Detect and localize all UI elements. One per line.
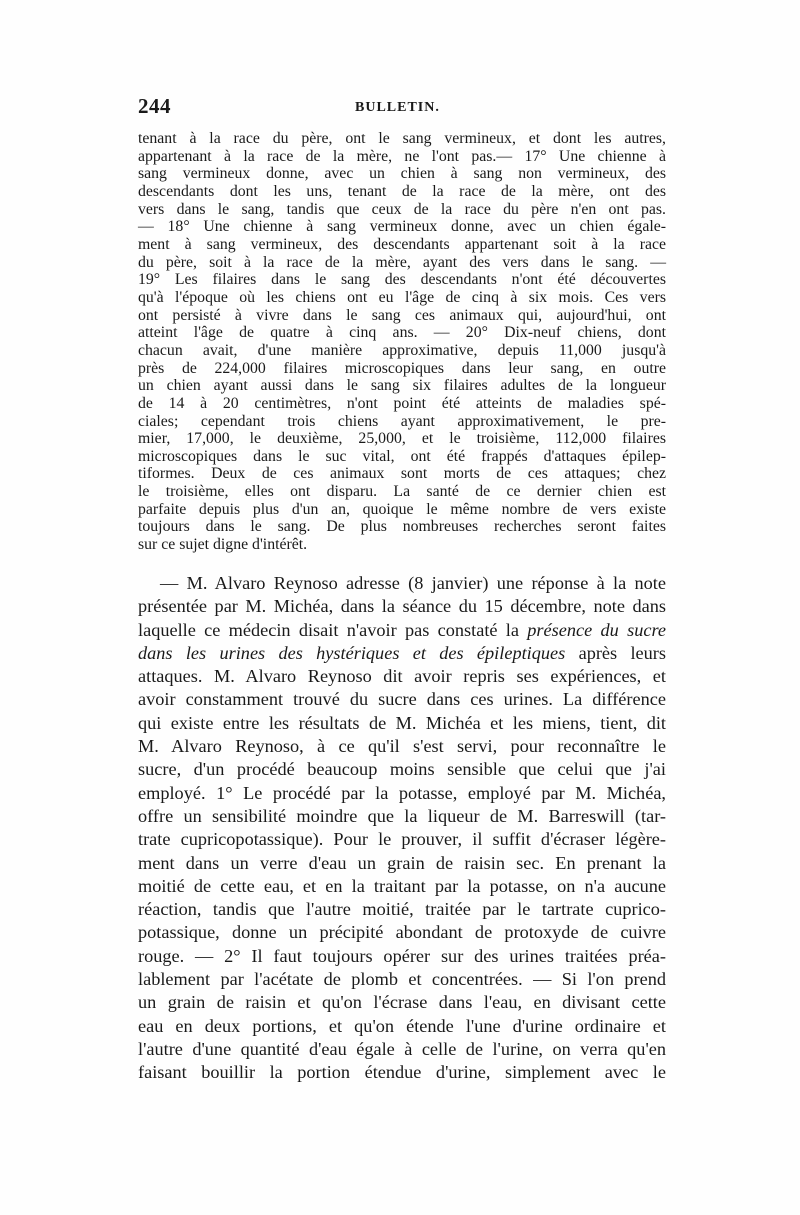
text-line: lablement par l'acétate de plomb et concentrées. — Si l'on prend [138,969,666,990]
page-header [138,94,666,124]
text-line: faisant bouillir la portion étendue d'urine, simplement avec le [138,1062,666,1083]
text-line: employé. 1° Le procédé par la potasse, employé par M. Michéa, [138,782,666,803]
text-line: un chien ayant aussi dans le sang six filaires adultes de la longueur [138,377,666,395]
text-line: qui existe entre les résultats de M. Michéa et les miens, tient, dit [138,712,666,733]
text-line: qu'à l'époque où les chiens ont eu l'âge de cinq à six mois. Ces vers [138,288,666,306]
text-line: avoir constamment trouvé du sucre dans ces urines. La différence [138,689,666,710]
text-line: ment à sang vermineux, des descendants appartenant soit à la race [138,235,666,253]
text-line: chacun avait, d'une manière approximative, depuis 11,000 jusqu'à [138,341,666,359]
text-line: M. Alvaro Reynoso, à ce qu'il s'est servi, pour reconnaître le [138,736,666,757]
text-run: après leurs [565,642,666,663]
text-line: le troisième, elles ont disparu. La santé de ce dernier chien est [138,483,666,501]
text-line: près de 224,000 filaires microscopiques dans leur sang, en outre [138,359,666,377]
text-line: vers dans le sang, tandis que ceux de la race du père n'en ont pas. [138,200,666,218]
text-line: sur ce sujet digne d'intérêt. [138,536,308,554]
text-line: du père, soit à la race de la mère, ayant des vers dans le sang. — [138,253,666,271]
text-line: sang vermineux donne, avec un chien à sang non vermineux, des [138,165,666,183]
italic-title-run: présence du sucre [527,619,666,640]
text-line: présentée par M. Michéa, dans la séance du 15 décembre, note dans [138,596,666,617]
text-line [138,642,666,665]
text-line: microscopiques dans le suc vital, ont été frappés d'attaques épilep- [138,447,666,465]
text-line: — M. Alvaro Reynoso adresse (8 janvier) une réponse à la note [160,573,666,593]
text-line: mier, 17,000, le deuxième, 25,000, et le troisième, 112,000 filaires [138,430,666,448]
paragraph-filaires [138,130,666,554]
text-line: réaction, tandis que l'autre moitié, traitée par le tartrate cuprico- [138,899,666,920]
text-line: sucre, d'un procédé beaucoup moins sensible que celui que j'ai [138,759,666,780]
text-line: 19° Les filaires dans le sang des descendants n'ont été découvertes [138,271,666,289]
page-number: 244 [138,94,171,118]
text-line: descendants dont les uns, tenant de la race de la mère, ont des [138,182,666,200]
text-line: ciales; cependant trois chiens ayant approximativement, le pre- [138,412,666,430]
text-line: tiformes. Deux de ces animaux sont morts de ces attaques; chez [138,465,666,483]
text-line: potassique, donne un précipité abondant de protoxyde de cuivre [138,922,666,943]
italic-title-run: dans les urines des hystériques et des épileptiques [138,642,566,663]
text-line: offre un sensibilité moindre que la liqueur de M. Barreswill (tar- [138,805,666,826]
text-line: atteint l'âge de quatre à cinq ans. — 20° Dix-neuf chiens, dont [138,324,666,342]
text-line: parfaite depuis plus d'un an, quoique le même nombre de vers existe [138,500,666,518]
text-line: — 18° Une chienne à sang vermineux donne, avec un chien égale- [138,218,666,236]
text-line: ont persisté à vivre dans le sang ces animaux qui, aujourd'hui, ont [138,306,666,324]
text-line: moitié de cette eau, et en la traitant par la potasse, on n'a aucune [138,875,666,896]
text-line: attaques. M. Alvaro Reynoso dit avoir repris ses expériences, et [138,666,666,687]
paragraph-reynoso [138,572,666,1085]
text-line: ment dans un verre d'eau un grain de raisin sec. En prenant la [138,852,666,873]
text-line [138,619,666,642]
text-line: appartenant à la race de la mère, ne l'ont pas.— 17° Une chienne à [138,147,666,165]
running-head: BULLETIN. [355,100,440,115]
text-run: laquelle ce médecin disait n'avoir pas constaté la [138,619,528,640]
text-line: trate cupricopotassique). Pour le prouver, il suffit d'écraser légère- [138,829,666,850]
text-line: tenant à la race du père, ont le sang vermineux, et dont les autres, [138,130,666,147]
text-line: un grain de raisin et qu'on l'écrase dans l'eau, en divisant cette [138,992,666,1013]
text-line: rouge. — 2° Il faut toujours opérer sur des urines traitées préa- [138,945,666,966]
text-line: eau en deux portions, et qu'on étende l'une d'urine ordinaire et [138,1015,666,1036]
text-line: toujours dans le sang. De plus nombreuses recherches seront faites [138,518,666,536]
text-line: de 14 à 20 centimètres, n'ont point été atteints de maladies spé- [138,394,666,412]
text-line: l'autre d'une quantité d'eau égale à celle de l'urine, on verra qu'en [138,1038,666,1059]
